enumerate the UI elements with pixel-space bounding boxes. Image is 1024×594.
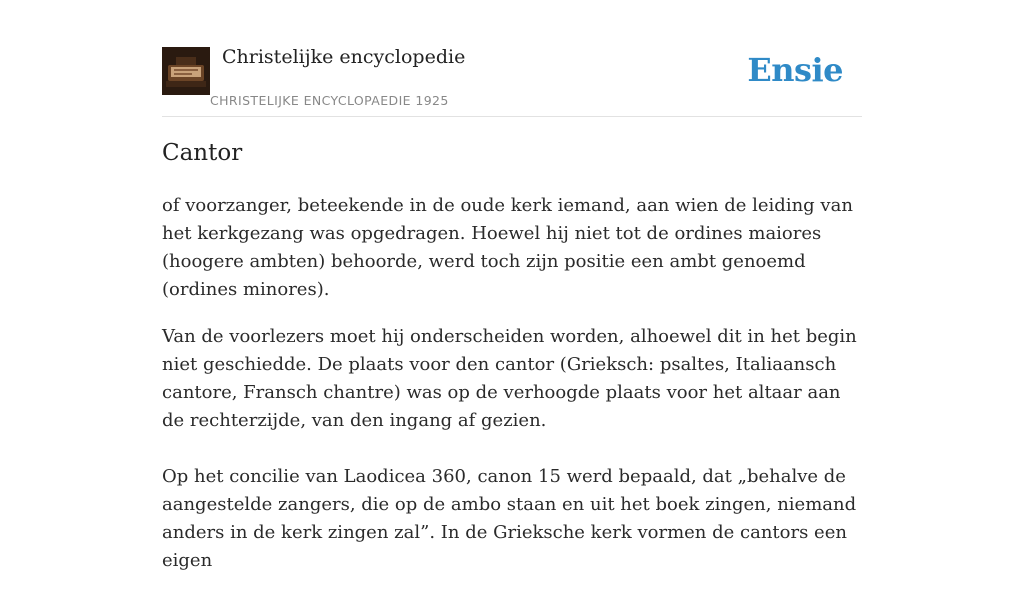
paragraph: Op het concilie van Laodicea 360, canon 15 werd bepaald, dat „behalve de aangestelde zangers, die op de ambo staan en uit het boek zingen, niemand anders in de kerk zingen zal”. In de Grieksche kerk vormen de cantors een eigen [162, 466, 857, 571]
header [162, 46, 862, 117]
article-title: Cantor [162, 140, 243, 166]
paragraph: of voorzanger, beteekende in de oude kerk iemand, aan wien de leiding van het kerkgezang was opgedragen. Hoewel hij niet tot de ordines maiores (hoogere ambten) behoorde, werd toch zijn positie een ambt genoemd (ordines minores). [162, 195, 853, 300]
brand-logo[interactable]: Ensie [747, 51, 843, 89]
source-subtitle[interactable]: CHRISTELIJKE ENCYCLOPAEDIE 1925 [210, 93, 449, 108]
source-avatar[interactable] [162, 47, 210, 95]
book-thumbnail-icon [162, 47, 210, 95]
article-body [162, 192, 862, 594]
source-name[interactable]: Christelijke encyclopedie [222, 46, 466, 68]
paragraph: Van de voorlezers moet hij onderscheiden worden, alhoewel dit in het begin niet geschiedde. De plaats voor den cantor (Grieksch: psaltes, Italiaansch cantore, Fransch chantre) was op de verhoogde plaats voor het altaar aan de rechterzijde, van den ingang af gezien. [162, 326, 857, 431]
